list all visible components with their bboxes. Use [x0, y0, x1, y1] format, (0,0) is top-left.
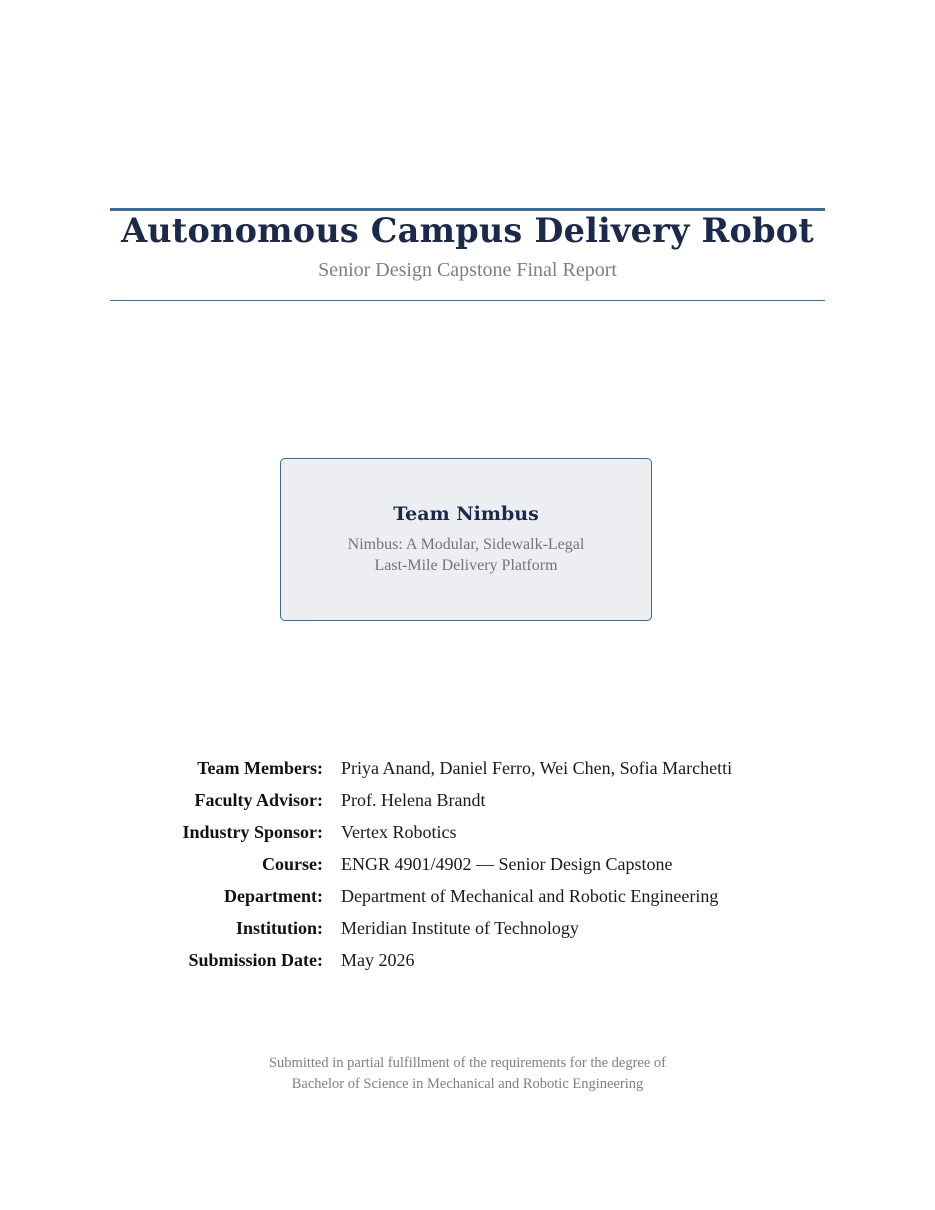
detail-label: Team Members:: [197, 758, 323, 778]
detail-row-department: [0, 884, 935, 916]
detail-row-institution: [0, 916, 935, 948]
details-table: [0, 756, 935, 980]
detail-value: May 2026: [341, 950, 415, 970]
detail-label: Submission Date:: [188, 950, 323, 970]
detail-value: Vertex Robotics: [341, 822, 457, 842]
detail-row-team-members: [0, 756, 935, 788]
detail-value: Department of Mechanical and Robotic Engineering: [341, 886, 719, 906]
detail-label: Industry Sponsor:: [182, 822, 323, 842]
detail-row-submission-date: [0, 948, 935, 980]
detail-label: Course:: [262, 854, 323, 874]
detail-value: Priya Anand, Daniel Ferro, Wei Chen, Sofia Marchetti: [341, 758, 733, 778]
degree-statement-line: Bachelor of Science in Mechanical and Robotic Engineering: [291, 1076, 644, 1092]
detail-value: ENGR 4901/4902 — Senior Design Capstone: [341, 854, 673, 874]
detail-row-course: [0, 852, 935, 884]
detail-value: Meridian Institute of Technology: [341, 918, 579, 938]
team-description: [281, 534, 651, 576]
team-box: [280, 458, 652, 621]
team-description-line: Last-Mile Delivery Platform: [374, 557, 558, 574]
team-name: Team Nimbus: [393, 503, 539, 525]
detail-row-industry-sponsor: [0, 820, 935, 852]
title-bottom-rule: [110, 300, 825, 301]
degree-statement: [0, 1053, 935, 1095]
detail-label: Faculty Advisor:: [194, 790, 323, 810]
team-description-line: Nimbus: A Modular, Sidewalk-Legal: [347, 536, 585, 553]
report-title: Autonomous Campus Delivery Robot: [121, 211, 814, 250]
detail-row-faculty-advisor: [0, 788, 935, 820]
degree-statement-line: Submitted in partial fulfillment of the requirements for the degree of: [268, 1055, 666, 1071]
report-subtitle: Senior Design Capstone Final Report: [318, 259, 617, 281]
detail-label: Department:: [224, 886, 323, 906]
detail-label: Institution:: [235, 918, 323, 938]
detail-value: Prof. Helena Brandt: [341, 790, 486, 810]
